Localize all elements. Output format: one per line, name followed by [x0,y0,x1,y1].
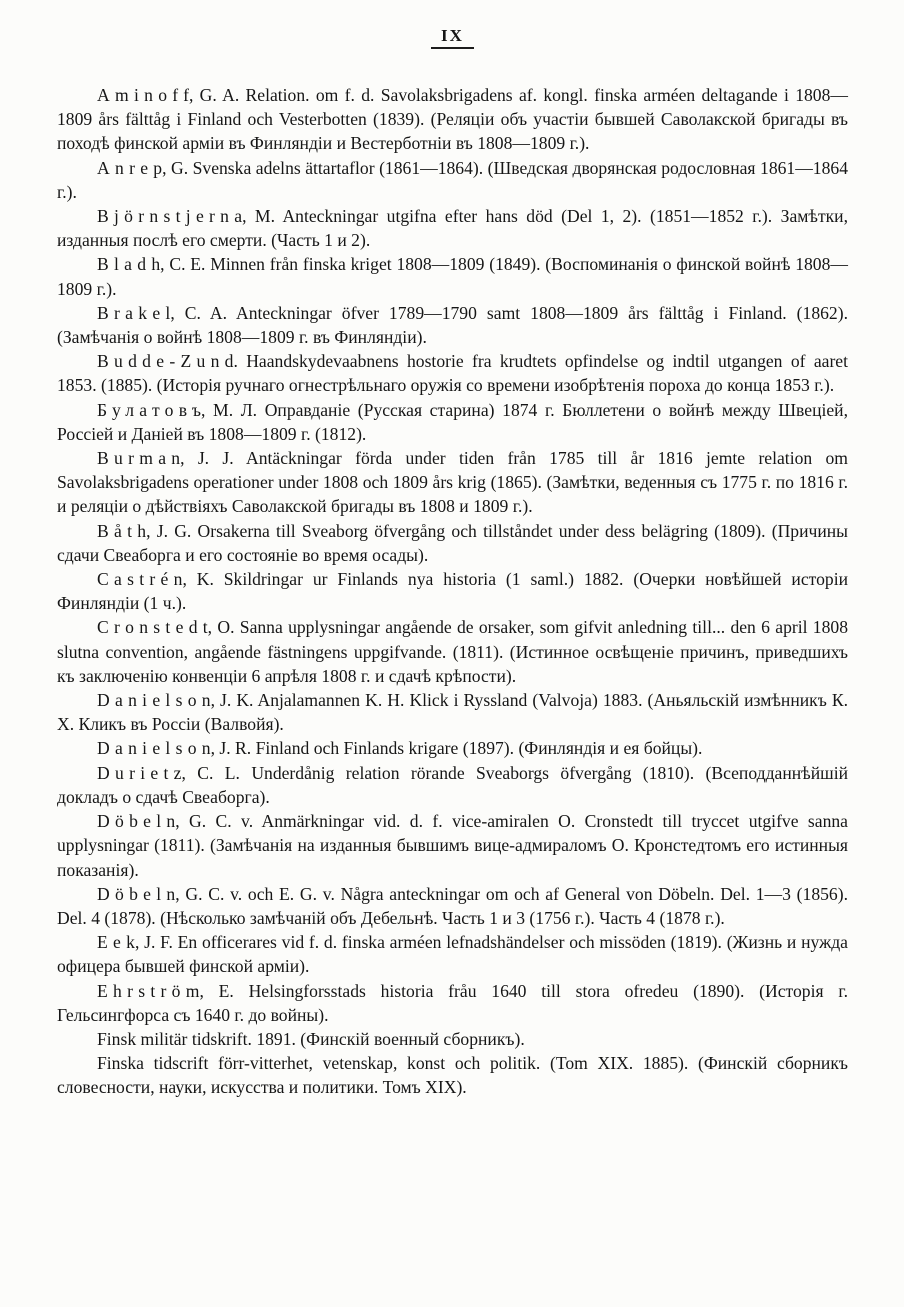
bibliography-entry [57,83,853,156]
bibliography-entry [57,736,848,760]
entry-text: Finska tidscrift förr-vitterhet, vetenskap, konst och politik. (Tom XIX. 1885). (Финскій сборникъ словесности, науки, искусства и политики. Томъ XIX). [57,1053,853,1098]
bibliography-list [57,83,853,1100]
entry-author: Bladh [97,254,166,275]
entry-text: , C. A. Anteckningar öfver 1789—1790 samt 1808—1809 års fälttåg i Finland. (1862). (Замѣчанія о войнѣ 1808—1809 г. въ Финляндіи). [57,302,853,348]
entry-author: Budde-Zund [97,351,239,372]
bibliography-entry [57,519,853,567]
bibliography-entry [57,615,853,688]
entry-text: , G. A. Relation. om f. d. Savolaksbrigadens af. kongl. finska arméen deltagande i 1808—1809 års fälttåg i Finland och Vesterbotten (1839). (Реляціи объ участіи бывшей Саволакской бригады въ походѣ финской арміи въ Финляндіи и Вестерботніи въ 1808—1809 г.). [57,85,853,154]
entry-author: Danielson [97,690,216,711]
entry-text: , G. Svenska adelns ättartaflor (1861—1864). (Шведская дворянская родословная 1861—1864 г.). [57,157,853,202]
entry-author: Döbeln [97,811,181,832]
bibliography-entry [57,979,853,1027]
entry-text: Finsk militär tidskrift. 1891. (Финскій военный сборникъ). [97,1028,525,1049]
entry-text: , J. F. En officerares vid f. d. finska arméen lefnadshändelser och missöden (1819). (Жизнь и нужда офицера бывшей финской арміи). [57,932,853,977]
bibliography-entry [57,446,853,519]
entry-author: Anrep [97,157,168,178]
bibliography-entry [57,349,853,397]
entry-text: , J. J. Antäckningar förda under tiden från 1785 till år 1816 jemte relation om Savolaksbrigadens operationer under 1808 och 1809 års krig (1865). (Замѣтки, веденныя съ 1775 г. по 1816 г. и реляціи о дѣйствіяхъ Саволакской бригады въ 1808 и 1809 г.). [57,448,853,517]
entry-text: , J. G. Orsakerna till Sveaborg öfvergång och tillståndet under dess belägring (1809). (Причины сдачи Свеаборга и его состояніе во время осады). [57,520,853,565]
entry-author: Ehrström [97,980,205,1001]
entry-author: Aminoff [97,85,195,105]
entry-text: , C. E. Minnen från finska kriget 1808—1809 (1849). (Воспоминанія о финской войнѣ 1808—1809 г.). [57,254,848,299]
bibliography-entry [57,688,853,736]
entry-text: , E. Helsingforsstads historia fråu 1640 till stora ofredeu (1890). (Исторія г. Гельсингфорса съ 1640 г. до войны). [57,980,853,1025]
bibliography-entry [57,156,853,204]
entry-text: , J. K. Anjalamannen K. H. Klick i Ryssland (Valvoja) 1883. (Аньяльскій измѣнникъ К. Х. Кликъ въ Россіи (Валвойя). [57,690,853,735]
bibliography-entry [57,398,853,446]
bibliography-entry [57,252,848,300]
entry-author: Björnstjerna [97,206,248,227]
bibliography-entry [57,1027,848,1051]
entry-author: Cronstedt [97,617,213,638]
entry-text: . Haandskydevaabnens hostorie fra krudtets opfindelse og indtil utgangen of aaret 1853. (1885). (Исторія ручнаго огнестрѣльнаго оружія со времени изобрѣтенія пороха до конца 1853 г.). [57,351,853,396]
entry-text: , М. Л. Оправданіе (Русская старина) 1874 г. Бюллетени о войнѣ между Швеціей, Россіей и Даніей въ 1808—1809 г. (1812). [57,399,853,444]
entry-author: Eek [97,932,141,953]
entry-text: , J. R. Finland och Finlands krigare (1897). (Финляндія и ея бойцы). [210,738,703,759]
bibliography-entry [57,809,853,882]
bibliography-entry [57,1051,853,1099]
page-number: IX [431,26,474,49]
entry-text: , G. C. v. Anmärkningar vid. d. f. vice-amiralen O. Cronstedt till tryccet utgifve sanna upplysningar (1811). (Замѣчанія на изданныя бывшимъ вице-адмираломъ О. Кронстедтомъ его истинныя показанія). [57,811,853,880]
entry-text: , O. Sanna upplysningar angående de orsaker, som gifvit anledning till... den 6 april 1808 slutna convention, angående fästningens uppgifvande. (1811). (Истинное освѣщеніе причинъ, приведшихъ къ заключенію конвенціи 6 апрѣля 1808 г. и сдачѣ крѣпости). [57,617,853,686]
entry-text: , M. Anteckningar utgifna efter hans död (Del 1, 2). (1851—1852 г.). Замѣтки, изданныя послѣ его смерти. (Часть 1 и 2). [57,206,853,251]
entry-author: Båth [97,520,152,541]
bibliography-entry [57,930,853,978]
entry-author: Булатовъ [97,399,207,420]
entry-text: , K. Skildringar ur Finlands nya historia (1 saml.) 1882. (Очерки новѣйшей исторіи Финляндіи (1 ч.). [57,569,853,614]
page-header [57,26,848,49]
entry-author: Durietz [97,762,187,783]
bibliography-entry [57,301,853,349]
entry-author: Brakel [97,302,176,323]
bibliography-entry [57,204,853,252]
entry-author: Danielson [97,738,216,759]
entry-author: Castrén [97,569,188,590]
bibliography-entry [57,761,853,809]
bibliography-entry [57,567,853,615]
entry-text: , G. C. v. och E. G. v. Några anteckningar om och af General von Döbeln. Del. 1—3 (1856). Del. 4 (1878). (Нѣсколько замѣчаній объ Дебельнѣ. Часть 1 и 3 (1756 г.). Часть 4 (1878 г.). [57,883,853,928]
entry-text: , C. L. Underdånig relation rörande Sveaborgs öfvergång (1810). (Всеподданнѣйшій докладъ о сдачѣ Свеаборга). [57,762,853,807]
entry-author: Burman [97,448,186,469]
entry-author: Döbeln [97,883,181,904]
bibliography-entry [57,882,853,930]
